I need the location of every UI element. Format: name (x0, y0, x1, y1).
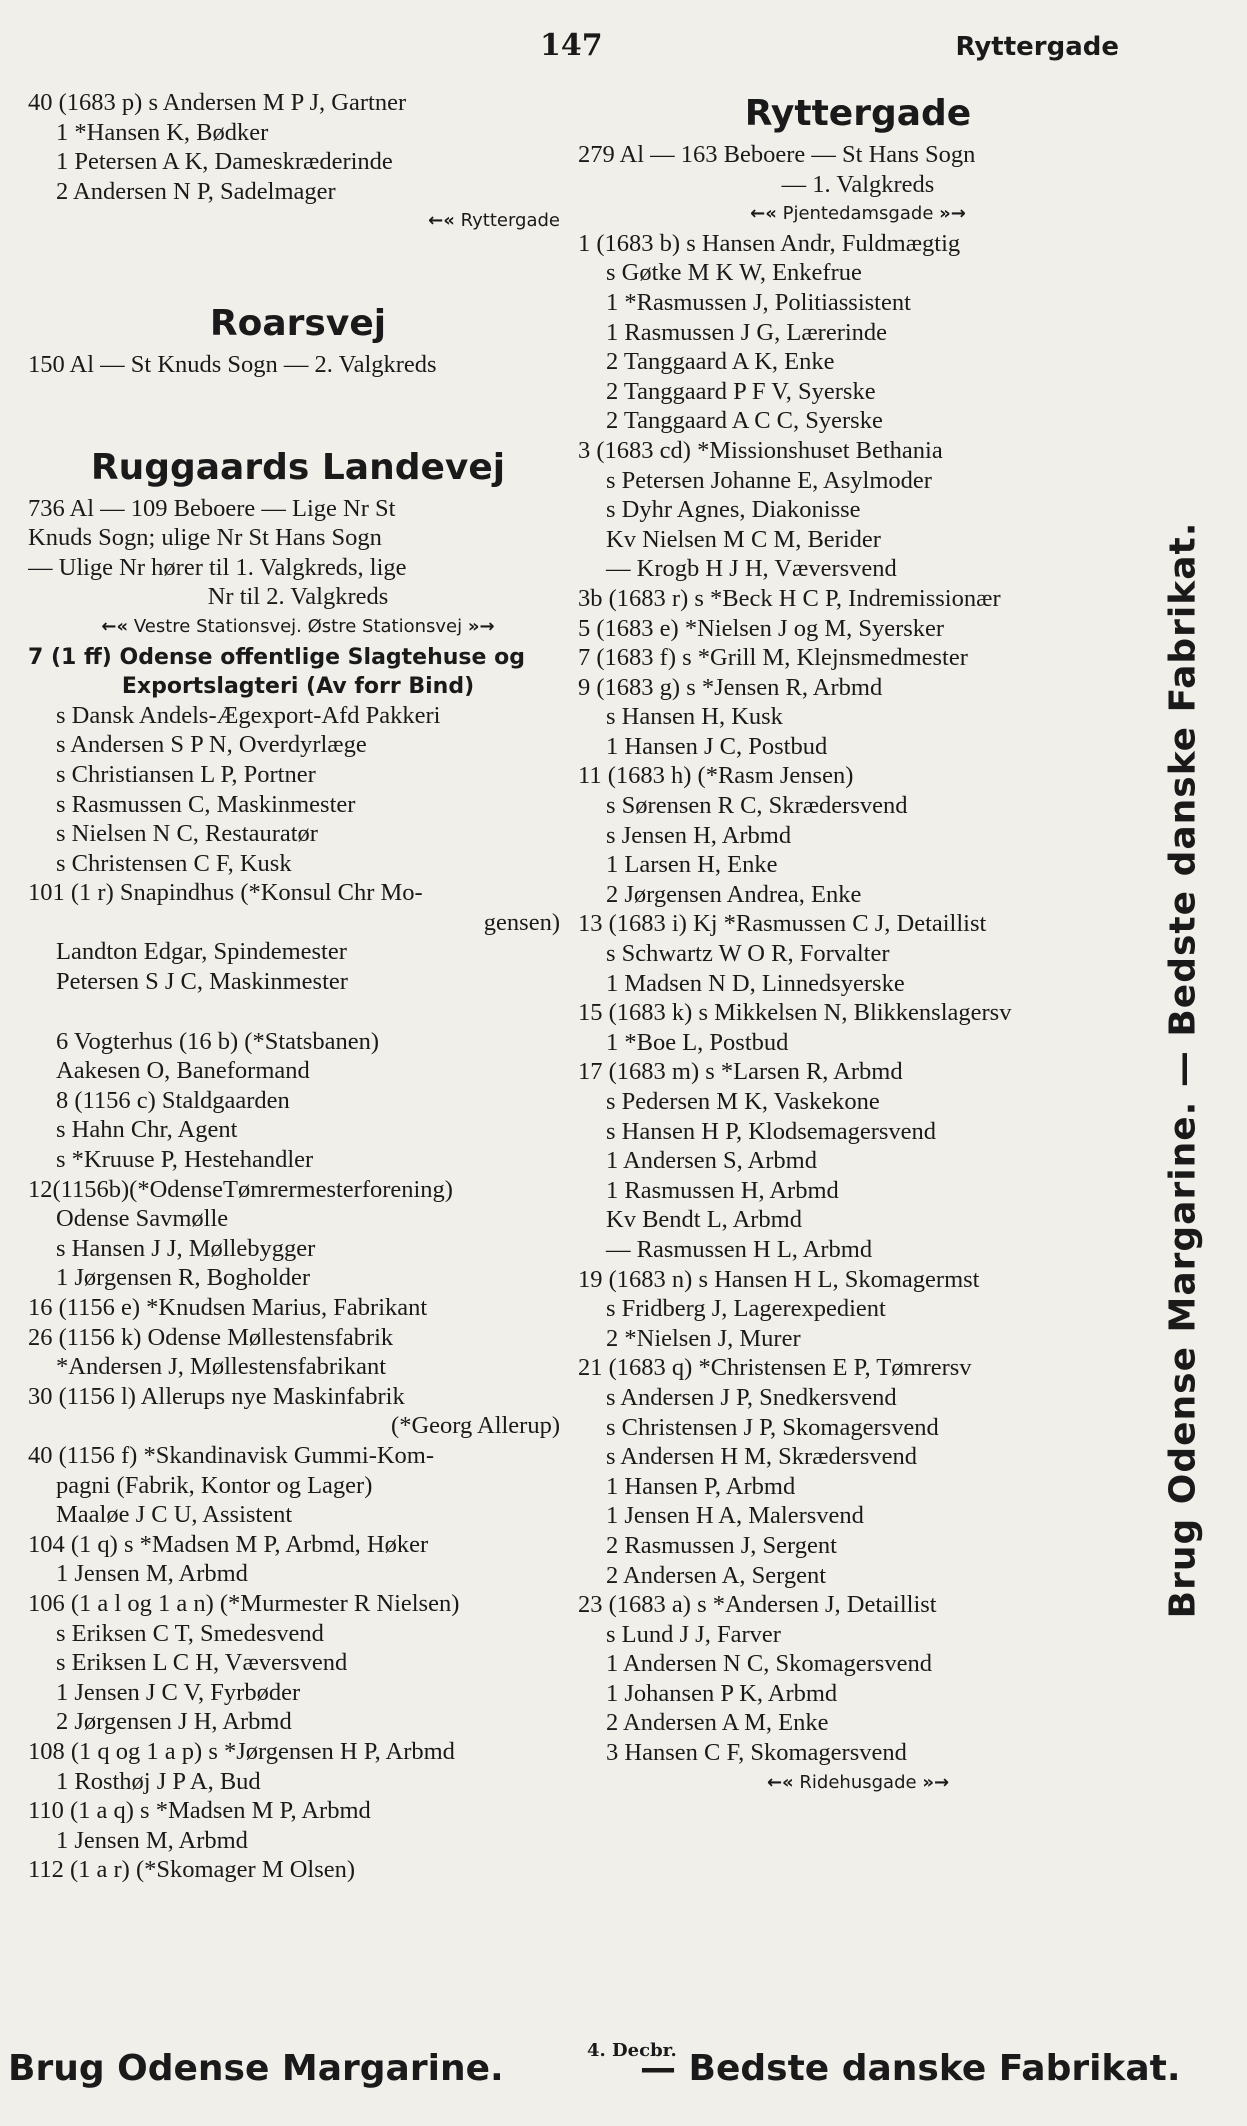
entry-line: 12(1156b)(*OdenseTømrermesterforening) (28, 1175, 453, 1203)
arrow-right-icon: »→ (467, 615, 495, 637)
entry-line: s Jensen H, Arbmd (606, 821, 792, 849)
entry-line: *Andersen J, Møllestensfabrikant (56, 1353, 386, 1381)
entry-line: 101 (1 r) Snapindhus (*Konsul Chr Mo- (28, 879, 423, 907)
footer-ad-right: — Bedste danske Fabrikat. (640, 2048, 1181, 2089)
footer-ad-left: Brug Odense Margarine. (8, 2048, 504, 2089)
entry-line: 1 Jensen M, Arbmd (56, 1826, 248, 1854)
entry-line: 15 (1683 k) s Mikkelsen N, Blikkenslagersv (578, 999, 1012, 1027)
arrow-left-icon: ←« (766, 1771, 794, 1793)
street-info: — 1. Valgkreds (781, 170, 935, 198)
entry-line: 1 Johansen P K, Arbmd (606, 1679, 838, 1707)
entry-line: s Andersen S P N, Overdyrlæge (56, 731, 367, 759)
entry-line: pagni (Fabrik, Kontor og Lager) (56, 1471, 373, 1499)
right-column (578, 88, 1138, 1797)
entry-line: s Lund J J, Farver (606, 1620, 781, 1648)
entry-line: — Krogb H J H, Væversvend (606, 555, 897, 583)
nav-label: Pjentedamsgade (782, 203, 934, 225)
entry-line: 1 Andersen S, Arbmd (606, 1147, 817, 1175)
footer-date: 4. Decbr. (587, 2040, 677, 2061)
entry-line: 19 (1683 n) s Hansen H L, Skomagermst (578, 1265, 980, 1293)
entry-line: s Sørensen R C, Skrædersvend (606, 792, 908, 820)
entry-line: 23 (1683 a) s *Andersen J, Detaillist (578, 1591, 937, 1619)
entry-line: s Dyhr Agnes, Diakonisse (606, 496, 861, 524)
entry-line: Odense Savmølle (56, 1205, 229, 1233)
entry-line: 104 (1 q) s *Madsen M P, Arbmd, Høker (28, 1530, 429, 1558)
entry-line: 16 (1156 e) *Knudsen Marius, Fabrikant (28, 1294, 428, 1321)
entry-line: 1 Rasmussen J G, Lærerinde (606, 318, 888, 346)
street-title-roarsvej: Roarsvej (209, 302, 387, 344)
running-head: Ryttergade (955, 32, 1119, 62)
entry-line: 1 Hansen J C, Postbud (606, 732, 828, 760)
entry-line: 26 (1156 k) Odense Møllestensfabrik (28, 1323, 394, 1351)
entry-line: s Hansen J J, Møllebygger (56, 1234, 316, 1262)
entry-line: 1 (1683 b) s Hansen Andr, Fuldmægtig (578, 229, 961, 257)
entry-line: s Hansen H P, Klodsemagersvend (606, 1117, 937, 1145)
left-column (28, 88, 568, 1885)
entry-line: Landton Edgar, Spindemester (56, 938, 347, 966)
entry-line: Aakesen O, Baneformand (56, 1057, 310, 1085)
entry-line: Petersen S J C, Maskinmester (56, 968, 348, 996)
entry-line: s Rasmussen C, Maskinmester (56, 790, 356, 818)
arrow-left-icon: ←« (428, 210, 455, 232)
entry-line: 13 (1683 i) Kj *Rasmussen C J, Detaillist (578, 910, 987, 938)
entry-line: 17 (1683 m) s *Larsen R, Arbmd (578, 1058, 903, 1086)
entry-line: 2 Tanggaard P F V, Syerske (606, 377, 876, 405)
entry-line: s Pedersen M K, Vaskekone (606, 1088, 880, 1115)
entry-line: s Nielsen N C, Restauratør (56, 820, 318, 848)
nav-ridehusgade (578, 1768, 1138, 1798)
street-info: Nr til 2. Valgkreds (207, 583, 389, 611)
entry-line: 40 (1156 f) *Skandinavisk Gummi-Kom- (28, 1441, 435, 1469)
entry-line: s Gøtke M K W, Enkefrue (606, 259, 862, 287)
entry-line: 8 (1156 c) Staldgaarden (56, 1086, 290, 1114)
arrow-left-icon: ←« (101, 615, 129, 637)
entry-line: s Christensen J P, Skomagersvend (606, 1413, 939, 1441)
entry-line: gensen) (483, 908, 560, 936)
nav-pjentedamsgade (578, 199, 1138, 229)
entry-line: 1 Rosthøj J P A, Bud (56, 1767, 261, 1795)
entry-line: 1 Andersen N C, Skomagersvend (606, 1650, 932, 1678)
entry-line: 5 (1683 e) *Nielsen J og M, Syersker (578, 614, 945, 642)
entry-line: s Fridberg J, Lagerexpedient (606, 1295, 886, 1323)
entry-line: 1 Hansen P, Arbmd (606, 1472, 796, 1500)
entry-line: 1 Jensen J C V, Fyrbøder (56, 1678, 301, 1706)
entry-line: 30 (1156 l) Allerups nye Maskinfabrik (28, 1382, 405, 1410)
entry-line: 1 Larsen H, Enke (606, 851, 778, 879)
nav-label: Ridehusgade (799, 1771, 917, 1793)
entry-line: 11 (1683 h) (*Rasm Jensen) (578, 762, 854, 790)
entry-line: 21 (1683 q) *Christensen E P, Tømrersv (578, 1354, 972, 1382)
entry-line: s Christiansen L P, Portner (56, 760, 316, 788)
arrow-right-icon: »→ (939, 203, 966, 225)
nav-ryttergade (28, 206, 568, 236)
entry-line: s Schwartz W O R, Forvalter (606, 940, 890, 968)
nav-label: Østre Stationsvej (307, 615, 463, 637)
street-info: — Ulige Nr hører til 1. Valgkreds, lige (28, 553, 407, 581)
street-info: 279 Al — 163 Beboere — St Hans Sogn (578, 141, 976, 168)
entry-line: Kv Bendt L, Arbmd (606, 1206, 802, 1234)
entry-line: s Andersen H M, Skrædersvend (606, 1443, 917, 1471)
street-info: 150 Al — St Knuds Sogn — 2. Valgkreds (28, 350, 437, 378)
street-info: Knuds Sogn; ulige Nr St Hans Sogn (28, 524, 382, 552)
entry-line: (*Georg Allerup) (391, 1412, 560, 1440)
side-ad-text: Brug Odense Margarine. — Bedste danske Fabrikat. (1162, 521, 1204, 1619)
entry-line: 112 (1 a r) (*Skomager M Olsen) (28, 1856, 356, 1884)
entry-line: 2 Jørgensen J H, Arbmd (56, 1708, 292, 1736)
entry-line: 1 Jørgensen R, Bogholder (56, 1264, 311, 1292)
entry-line: 108 (1 q og 1 a p) s *Jørgensen H P, Arbmd (28, 1737, 455, 1765)
entry-line: 3 (1683 cd) *Missionshuset Bethania (578, 436, 943, 464)
street-title-ryttergade: Ryttergade (744, 93, 972, 134)
entry-line: 1 Rasmussen H, Arbmd (606, 1176, 839, 1204)
entry-line: 2 Andersen A M, Enke (606, 1709, 829, 1737)
entry-line: — Rasmussen H L, Arbmd (606, 1235, 873, 1263)
entry-line: Exportslagteri (Av forr Bind) (121, 674, 475, 700)
entry-line: s Petersen Johanne E, Asylmoder (606, 466, 932, 494)
entry-line: 7 (1683 f) s *Grill M, Klejnsmedmester (578, 644, 968, 672)
page-number: 147 (540, 28, 603, 63)
entry-line: 3 Hansen C F, Skomagersvend (606, 1739, 907, 1767)
entry-line: 1 Jensen M, Arbmd (56, 1560, 248, 1588)
entry-line: s Christensen C F, Kusk (56, 849, 292, 877)
entry-line: 6 Vogterhus (16 b) (*Statsbanen) (56, 1027, 379, 1055)
entry-line: 110 (1 a q) s *Madsen M P, Arbmd (28, 1797, 371, 1825)
page-header (0, 28, 1247, 74)
entry-line: 2 Rasmussen J, Sergent (606, 1531, 837, 1559)
nav-label: Ryttergade (460, 210, 560, 232)
footer-advertisement (0, 2040, 1247, 2100)
entry-line: 1 Petersen A K, Dameskræderinde (56, 148, 393, 176)
entry-line: 3b (1683 r) s *Beck H C P, Indremissionær (578, 584, 1001, 612)
entry-line: s Andersen J P, Snedkersvend (606, 1383, 897, 1411)
arrow-right-icon: »→ (922, 1771, 950, 1793)
street-info: 736 Al — 109 Beboere — Lige Nr St (28, 494, 396, 522)
nav-label: Vestre Stationsvej. (133, 615, 302, 637)
entry-line: Kv Nielsen M C M, Berider (606, 525, 881, 553)
entry-line: 2 Andersen N P, Sadelmager (56, 177, 336, 205)
entry-line: 1 *Rasmussen J, Politiassistent (606, 288, 911, 316)
side-advertisement (1148, 360, 1218, 1780)
entry-line: 40 (1683 p) s Andersen M P J, Gartner (28, 89, 407, 116)
entry-line: 2 *Nielsen J, Murer (606, 1324, 801, 1352)
entry-line: 1 Madsen N D, Linnedsyerske (606, 969, 905, 997)
entry-line: 1 *Boe L, Postbud (606, 1028, 789, 1056)
entry-line: 2 Tanggaard A C C, Syerske (606, 407, 883, 435)
entry-line: 1 *Hansen K, Bødker (56, 118, 269, 146)
entry-line: s Eriksen C T, Smedesvend (56, 1619, 324, 1647)
entry-line: Maaløe J C U, Assistent (56, 1501, 293, 1529)
entry-line: s Eriksen L C H, Væversvend (56, 1649, 348, 1677)
entry-line: s *Kruuse P, Hestehandler (56, 1146, 314, 1174)
nav-stationsvej (28, 612, 568, 642)
street-title-ruggaards: Ruggaards Landevej (90, 446, 506, 488)
entry-line: s Hahn Chr, Agent (56, 1116, 238, 1144)
entry-line: s Hansen H, Kusk (606, 703, 783, 731)
arrow-left-icon: ←« (750, 203, 777, 225)
entry-line: 2 Tanggaard A K, Enke (606, 348, 835, 376)
entry-line: s Dansk Andels-Ægexport-Afd Pakkeri (56, 701, 441, 729)
entry-line: 9 (1683 g) s *Jensen R, Arbmd (578, 673, 883, 701)
entry-line: 2 Jørgensen Andrea, Enke (606, 880, 862, 908)
entry-line: 7 (1 ff) Odense offentlige Slagtehuse og (28, 644, 525, 670)
entry-line: 106 (1 a l og 1 a n) (*Murmester R Nielsen) (28, 1589, 460, 1617)
entry-line: 2 Andersen A, Sergent (606, 1561, 827, 1589)
entry-line: 1 Jensen H A, Malersvend (606, 1502, 864, 1530)
